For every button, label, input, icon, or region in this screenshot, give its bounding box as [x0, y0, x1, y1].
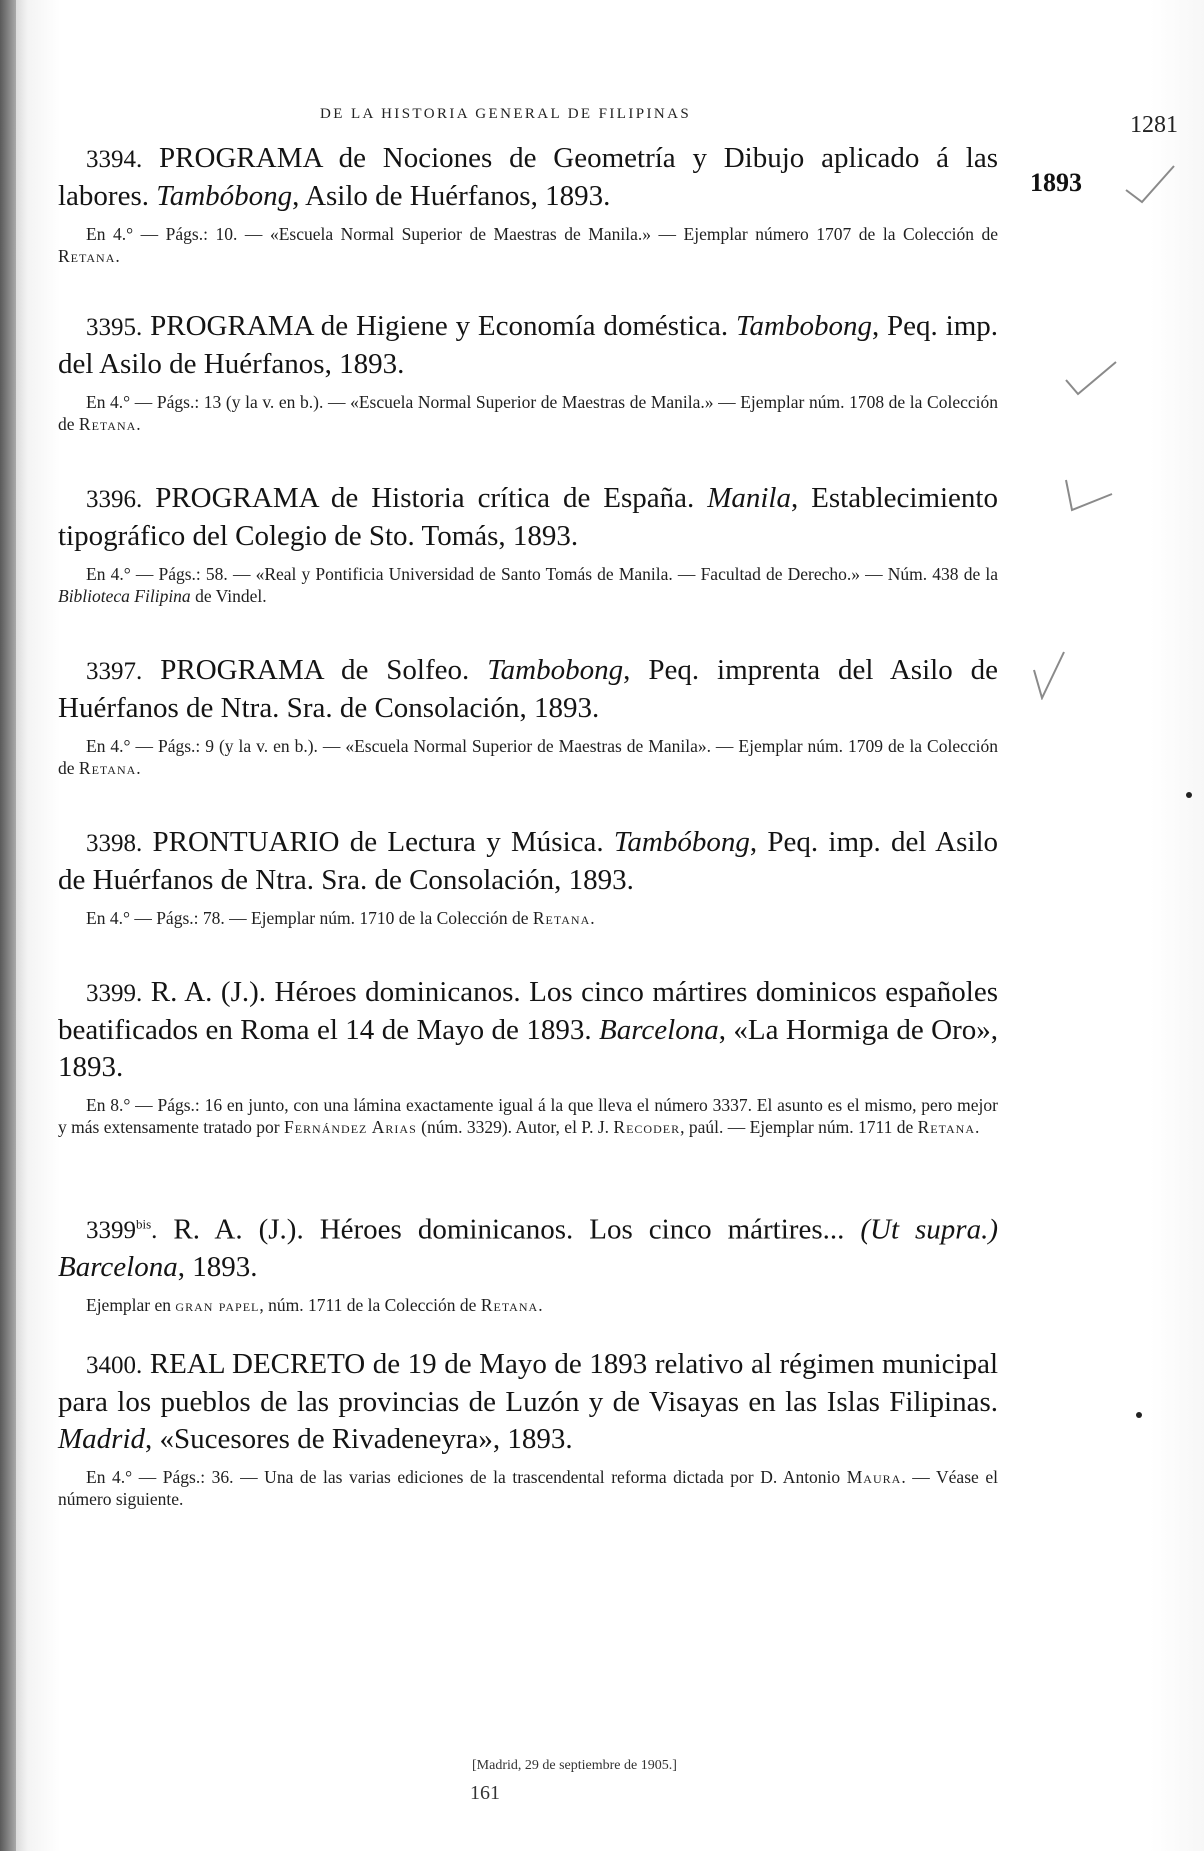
entry-title-text: PROGRAMA de Solfeo.	[160, 654, 488, 686]
entry-title-rest: , «Sucesores de Rivadeneyra», 1893.	[145, 1423, 573, 1455]
entry-title-italic: Barcelona	[598, 1014, 719, 1046]
entry-number: 3395.	[86, 314, 143, 341]
page-binding-edge	[0, 0, 16, 1851]
entry-note-end: .	[974, 1117, 980, 1137]
entry-title	[58, 140, 998, 215]
entry-title-text: R. A. (J.). Héroes dominicanos. Los cinco mártires dominicos españoles beatificados en Roma el 14 de Mayo de 1893.	[58, 976, 998, 1046]
entry-note	[58, 1466, 998, 1510]
entry-note-text: En 4.° — Págs.: 58. — «Real y Pontificia Universidad de Santo Tomás de Manila. — Facultad de Derecho.» — Núm. 438 de la	[86, 564, 998, 584]
entry-note	[58, 1094, 998, 1138]
entry-title	[58, 824, 998, 899]
entry-title	[58, 652, 998, 727]
entry-note-end: .	[136, 758, 141, 778]
entry-note-smallcaps-3: Retana	[917, 1117, 975, 1137]
entry-note-smallcaps: Retana	[78, 758, 137, 778]
entry-title	[58, 1346, 998, 1458]
entry-note-end: de Vindel.	[190, 586, 267, 606]
entry-title	[58, 308, 998, 383]
entry-note	[58, 735, 998, 779]
entry-title-rest: , Peq. imp. del Asilo de Huérfanos, 1893.	[58, 310, 999, 380]
entry-note-text: En 4.° — Págs.: 13 (y la v. en b.). — «Escuela Normal Superior de Maestras de Manila.» — Ejemplar núm. 1708 de la Colección de	[58, 392, 998, 434]
entry-3396	[58, 480, 998, 607]
pencil-check-icon	[1060, 350, 1120, 400]
entry-number: 3394.	[86, 146, 143, 173]
entry-number: 3398.	[86, 830, 143, 857]
entry-3397	[58, 652, 998, 779]
entry-note-smallcaps: Fernández Arias	[283, 1117, 417, 1137]
entry-note-smallcaps: Retana	[58, 246, 116, 266]
entry-note-end: . — Véase el número siguiente.	[58, 1467, 998, 1509]
entry-number: 3397.	[86, 658, 143, 685]
entry-note-smallcaps: gran papel	[175, 1295, 260, 1316]
entry-note-smallcaps: Maura	[846, 1467, 902, 1487]
entry-number: 3396.	[86, 486, 143, 513]
entry-note-text: En 4.° — Págs.: 10. — «Escuela Normal Superior de Maestras de Manila.» — Ejemplar número 1707 de la Colección de	[86, 224, 998, 244]
entry-note	[58, 907, 998, 929]
entry-note	[58, 563, 998, 607]
entry-title-rest: , Establecimiento tipográfico del Colegio de Sto. Tomás, 1893.	[58, 482, 998, 552]
entry-title-text: PROGRAMA de Nociones de Geometría y Dibujo aplicado á las labores.	[58, 142, 998, 212]
entry-title	[58, 974, 998, 1086]
entry-title-text: PRONTUARIO de Lectura y Música.	[152, 826, 614, 858]
entry-note-end: .	[590, 908, 595, 928]
entry-title-italic: Madrid	[58, 1423, 145, 1455]
ink-speck	[1186, 792, 1192, 798]
entry-3395	[58, 308, 998, 435]
entry-number: 3399.	[86, 980, 143, 1007]
pencil-check-icon	[1058, 470, 1118, 520]
pencil-check-icon	[1030, 650, 1090, 700]
footer-signature-number: 161	[470, 1782, 500, 1804]
entry-title	[58, 1206, 998, 1286]
entry-title-rest: , Peq. imp. del Asilo de Huérfanos de Ntra. Sra. de Consolación, 1893.	[58, 826, 999, 896]
entry-title-text: R. A. (J.). Héroes dominicanos. Los cinco mártires...	[173, 1213, 861, 1246]
entry-title-italic: Tambobong	[736, 310, 872, 342]
ink-speck	[1136, 1412, 1142, 1418]
pencil-check-icon	[1120, 160, 1180, 210]
entry-number-main: 3399	[86, 1217, 136, 1245]
entry-number-tail: .	[151, 1217, 158, 1245]
entry-note-smallcaps: Retana	[532, 908, 591, 928]
entry-note-text-2: , núm. 1711 de la Colección de	[259, 1295, 481, 1316]
entry-note-text: En 8.° — Págs.: 16 en junto, con una lámina exactamente igual á la que lleva el número 3337. El asunto es el mismo, pero mejor y más extensamente tratado por	[58, 1095, 998, 1137]
entry-note-smallcaps: Retana	[78, 414, 137, 434]
entry-note	[58, 391, 998, 435]
entry-note-end: .	[538, 1295, 543, 1316]
entry-title-italic: Tambobong	[487, 654, 624, 686]
entry-note-text: En 4.° — Págs.: 9 (y la v. en b.). — «Escuela Normal Superior de Maestras de Manila». — Ejemplar núm. 1709 de la Colección de	[58, 736, 998, 778]
entry-note-end: .	[136, 414, 141, 434]
footer-date-line: [Madrid, 29 de septiembre de 1905.]	[472, 1758, 677, 1773]
entry-number-superscript: bis	[136, 1217, 152, 1232]
entry-title-italic: (Ut supra.) Barcelona	[58, 1213, 998, 1284]
entry-note-text-2: (núm. 3329). Autor, el P. J.	[416, 1117, 614, 1137]
entry-note-smallcaps-2: Recoder	[613, 1117, 681, 1137]
entry-number: 3400.	[86, 1352, 143, 1379]
entry-note-text: En 4.° — Págs.: 78. — Ejemplar núm. 1710 de la Colección de	[86, 908, 533, 928]
entry-title-rest: , Asilo de Huérfanos, 1893.	[292, 180, 611, 212]
entry-title-rest: , Peq. imprenta del Asilo de Huérfanos de Ntra. Sra. de Consolación, 1893.	[58, 654, 999, 724]
entry-title	[58, 480, 998, 555]
entry-3394	[58, 140, 998, 267]
entry-note-end: .	[115, 246, 120, 266]
running-head: DE LA HISTORIA GENERAL DE FILIPINAS	[320, 106, 692, 122]
entry-note-italic: Biblioteca Filipina	[58, 586, 191, 606]
entry-title-italic: Tambóbong	[613, 826, 750, 858]
entry-title-text: PROGRAMA de Historia crítica de España.	[155, 482, 708, 514]
entry-title-text: PROGRAMA de Higiene y Economía doméstica.	[150, 310, 737, 342]
entry-title-rest: , 1893.	[177, 1251, 258, 1284]
entry-3398	[58, 824, 998, 929]
entry-note	[58, 223, 998, 267]
entry-title-rest: , «La Hormiga de Oro», 1893.	[58, 1014, 998, 1083]
entry-note	[58, 1294, 998, 1316]
entry-note-smallcaps-2: Retana	[480, 1295, 539, 1316]
entry-note-text: En 4.° — Págs.: 36. — Una de las varias ediciones de la trascendental reforma dictada por D. Antonio	[86, 1467, 847, 1487]
entry-3399	[58, 974, 998, 1138]
entry-title-text: REAL DECRETO de 19 de Mayo de 1893 relativo al régimen municipal para los pueblos de las provincias de Luzón y de Visayas en las Islas Filipinas.	[58, 1348, 999, 1418]
entry-3399-bis	[58, 1206, 998, 1316]
entry-title-italic: Tambóbong	[156, 180, 293, 212]
entry-3400	[58, 1346, 998, 1510]
entry-note-text-3: , paúl. — Ejemplar núm. 1711 de	[680, 1117, 918, 1137]
margin-year: 1893	[1030, 168, 1082, 197]
page-number: 1281	[1130, 112, 1178, 138]
entry-title-italic: Manila	[707, 482, 791, 514]
entry-number	[86, 1217, 157, 1244]
entry-note-text: Ejemplar en	[86, 1295, 176, 1316]
